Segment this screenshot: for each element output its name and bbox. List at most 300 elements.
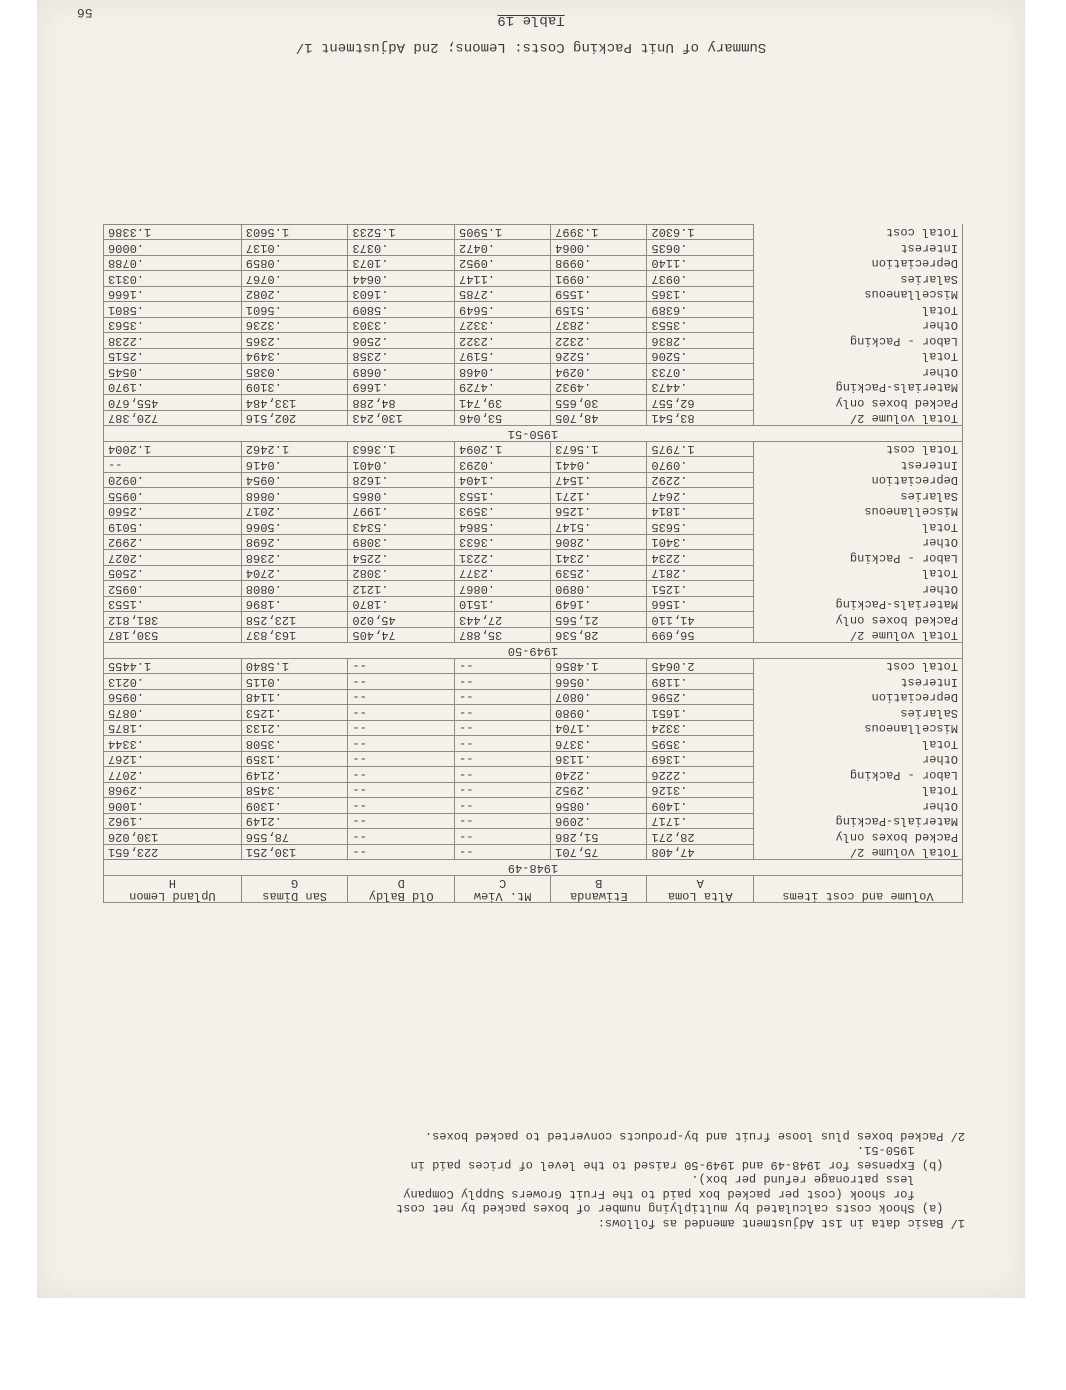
table-cell: .2836 [647, 333, 754, 349]
table-cell: .0373 [348, 240, 455, 256]
table-row [104, 287, 963, 303]
table-cell: .3376 [551, 736, 647, 752]
table-cell: -- [455, 721, 551, 737]
table-cell: .3109 [241, 380, 348, 396]
table-cell: .2077 [104, 767, 242, 783]
table-cell: .1147 [455, 271, 551, 287]
table-cell: .1510 [455, 597, 551, 613]
period-label: 1949-50 [104, 643, 963, 659]
table-row [104, 302, 963, 318]
table-cell: .1251 [647, 581, 754, 597]
table-cell: .3593 [455, 504, 551, 520]
table-cell: 21,565 [551, 612, 647, 628]
table-cell: .3494 [241, 349, 348, 365]
row-label: Other [754, 752, 963, 768]
table-row [104, 628, 963, 644]
table-cell: 39,741 [455, 395, 551, 411]
table-cell: -- [348, 736, 455, 752]
table-cell: 1.3386 [104, 225, 242, 241]
table-cell: .6389 [647, 302, 754, 318]
table-row [104, 612, 963, 628]
row-label: Salaries [754, 271, 963, 287]
table-cell: 51,286 [551, 829, 647, 845]
table-cell: .2322 [551, 333, 647, 349]
table-cell: .2017 [241, 504, 348, 520]
table-row [104, 581, 963, 597]
table-row [104, 256, 963, 272]
table-cell: 1.5905 [455, 225, 551, 241]
footnote-line: (a) Shook costs calculated by multiplying number of boxes packed by net cost [396, 1201, 965, 1216]
row-label: Other [754, 798, 963, 814]
table-cell: .2596 [647, 690, 754, 706]
table-cell: .2226 [647, 767, 754, 783]
table-cell: .1717 [647, 814, 754, 830]
table-row [104, 473, 963, 489]
table-cell: .5019 [104, 519, 242, 535]
table-row [104, 380, 963, 396]
table-cell: 45,020 [348, 612, 455, 628]
table-cell: -- [348, 659, 455, 675]
table-cell: .5343 [348, 519, 455, 535]
table-cell: 1.4856 [551, 659, 647, 675]
table-cell: 1.2462 [241, 442, 348, 458]
table-cell: .3563 [104, 318, 242, 334]
table-cell: .3633 [455, 535, 551, 551]
table-body [104, 225, 963, 876]
table-cell: .1409 [647, 798, 754, 814]
header-etiwanda: Etiwanda B [551, 876, 647, 903]
table-cell: .3303 [348, 318, 455, 334]
row-label: Other [754, 318, 963, 334]
table-row [104, 333, 963, 349]
table-row [104, 364, 963, 380]
footnote-line: less patronage refund per box). [691, 1172, 965, 1187]
table-row [104, 535, 963, 551]
row-label: Total cost [754, 659, 963, 675]
table-cell: .2817 [647, 566, 754, 582]
table-cell: .1365 [647, 287, 754, 303]
table-cell: .1140 [647, 256, 754, 272]
table-cell: .2647 [647, 488, 754, 504]
row-label: Labor - Packing [754, 333, 963, 349]
table-cell: .3595 [647, 736, 754, 752]
table-cell: .1404 [455, 473, 551, 489]
table-cell: .5864 [455, 519, 551, 535]
table-cell: .0644 [348, 271, 455, 287]
table-cell: .1559 [551, 287, 647, 303]
table-cell: .0991 [551, 271, 647, 287]
table-cell: .2505 [104, 566, 242, 582]
table-cell: .1603 [348, 287, 455, 303]
table-cell: -- [455, 783, 551, 799]
table-cell: .1369 [647, 752, 754, 768]
table-cell: .0137 [241, 240, 348, 256]
table-cell: .1006 [104, 798, 242, 814]
period-row [104, 643, 963, 659]
row-label: Interest [754, 674, 963, 690]
table-row [104, 721, 963, 737]
table-cell: .1553 [104, 597, 242, 613]
table-cell: .5147 [551, 519, 647, 535]
table-cell: 130,251 [241, 845, 348, 861]
table-cell: .2149 [241, 814, 348, 830]
header-alta-loma: Alta Loma A [647, 876, 754, 903]
table-cell: .1148 [241, 690, 348, 706]
row-label: Depreciation [754, 473, 963, 489]
table-cell: .3082 [348, 566, 455, 582]
table-cell: -- [455, 814, 551, 830]
row-label: Other [754, 364, 963, 380]
header-san-dimas: San Dimas G [241, 876, 348, 903]
table-cell: .0859 [241, 256, 348, 272]
period-row [104, 860, 963, 876]
table-header-row [104, 876, 963, 903]
row-label: Total [754, 566, 963, 582]
table-cell: .0566 [551, 674, 647, 690]
table-cell: 1.7975 [647, 442, 754, 458]
table-cell: .0955 [104, 488, 242, 504]
row-label: Total [754, 349, 963, 365]
table-cell: .1997 [348, 504, 455, 520]
table-cell: 1.3663 [348, 442, 455, 458]
table-cell: .0808 [241, 581, 348, 597]
table-cell: .1896 [241, 597, 348, 613]
table-cell: .1649 [551, 597, 647, 613]
row-label: Packed boxes only [754, 612, 963, 628]
table-cell: -- [348, 783, 455, 799]
table-row [104, 457, 963, 473]
table-row [104, 442, 963, 458]
table-cell: -- [455, 736, 551, 752]
table-cell: .0956 [104, 690, 242, 706]
table-cell: .2560 [104, 504, 242, 520]
table-cell: .0441 [551, 457, 647, 473]
table-row [104, 814, 963, 830]
row-label: Total volume 2/ [754, 845, 963, 861]
header-volume-cost-items: Volume and cost items [754, 876, 963, 903]
row-label: Total [754, 302, 963, 318]
table-cell: .0472 [455, 240, 551, 256]
table-cell: .2234 [647, 550, 754, 566]
table-cell: .1271 [551, 488, 647, 504]
table-cell: .2027 [104, 550, 242, 566]
table-cell: .2240 [551, 767, 647, 783]
table-cell: .1870 [348, 597, 455, 613]
table-cell: 30,655 [551, 395, 647, 411]
table-cell: .3126 [647, 783, 754, 799]
table-row [104, 736, 963, 752]
table-row [104, 504, 963, 520]
table-cell: -- [348, 829, 455, 845]
table-row [104, 550, 963, 566]
table-row [104, 597, 963, 613]
table-cell: .0980 [551, 705, 647, 721]
row-label: Miscellaneous [754, 721, 963, 737]
table-cell: 455,670 [104, 395, 242, 411]
table-cell: 84,288 [348, 395, 455, 411]
header-old-baldy: Old Baldy D [348, 876, 455, 903]
table-cell: .1309 [241, 798, 348, 814]
row-label: Materials-Packing [754, 814, 963, 830]
table-cell: 381,812 [104, 612, 242, 628]
table-cell: .1875 [104, 721, 242, 737]
row-label: Total volume 2/ [754, 411, 963, 427]
table-row [104, 488, 963, 504]
row-label: Materials-Packing [754, 597, 963, 613]
table-cell: .0401 [348, 457, 455, 473]
table-cell: 133,484 [241, 395, 348, 411]
table-cell: .2254 [348, 550, 455, 566]
table-cell: .3458 [241, 783, 348, 799]
table-cell: .5809 [348, 302, 455, 318]
table-cell: 1.4455 [104, 659, 242, 675]
table-cell: 28,271 [647, 829, 754, 845]
table-cell: .0867 [455, 581, 551, 597]
table-cell: 27,443 [455, 612, 551, 628]
table-cell: .2785 [455, 287, 551, 303]
table-cell: .2341 [551, 550, 647, 566]
footnote-line: for shook (cost per packed box paid to the Fruit Growers Supply Company [403, 1187, 965, 1201]
table-cell: .5206 [647, 349, 754, 365]
table-cell: 74,405 [348, 628, 455, 644]
table-cell: .1628 [348, 473, 455, 489]
table-cell: .0115 [241, 674, 348, 690]
table-row [104, 752, 963, 768]
table-row [104, 798, 963, 814]
period-row [104, 426, 963, 442]
table-cell: 56,699 [647, 628, 754, 644]
table-title: Summary of Unit Packing Costs: Lemons; 2nd Adjustment 1/ [295, 39, 767, 55]
table-row [104, 705, 963, 721]
row-label: Packed boxes only [754, 829, 963, 845]
table-cell: 1.5603 [241, 225, 348, 241]
table-row [104, 690, 963, 706]
table-cell: 1.5233 [348, 225, 455, 241]
table-cell: .0733 [647, 364, 754, 380]
table-cell: .2365 [241, 333, 348, 349]
table-row [104, 240, 963, 256]
row-label: Total [754, 519, 963, 535]
table-cell: .1253 [241, 705, 348, 721]
row-label: Interest [754, 240, 963, 256]
table-cell: -- [455, 798, 551, 814]
table-cell: .0865 [348, 488, 455, 504]
table-cell: 83,541 [647, 411, 754, 427]
table-cell: .2968 [104, 783, 242, 799]
table-cell: .5635 [647, 519, 754, 535]
table-cell: .0952 [455, 256, 551, 272]
table-cell: .1136 [551, 752, 647, 768]
table-cell: .3401 [647, 535, 754, 551]
table-cell: -- [348, 767, 455, 783]
table-cell: 530,187 [104, 628, 242, 644]
table-cell: .1970 [104, 380, 242, 396]
table-cell: .2952 [551, 783, 647, 799]
period-label: 1950-51 [104, 426, 963, 442]
table-cell: .1189 [647, 674, 754, 690]
table-cell: .3324 [647, 721, 754, 737]
table-cell: .3508 [241, 736, 348, 752]
table-cell: .2704 [241, 566, 348, 582]
table-cell: 123,258 [241, 612, 348, 628]
table-row [104, 225, 963, 241]
table-cell: 2.0645 [647, 659, 754, 675]
table-cell: .5159 [551, 302, 647, 318]
table-cell: 53,046 [455, 411, 551, 427]
table-cell: .0064 [551, 240, 647, 256]
table-cell: .3327 [455, 318, 551, 334]
row-label: Miscellaneous [754, 287, 963, 303]
table-cell: .2539 [551, 566, 647, 582]
table-cell: -- [455, 659, 551, 675]
row-label: Total volume 2/ [754, 628, 963, 644]
table-cell: .2368 [241, 550, 348, 566]
table-cell: .2806 [551, 535, 647, 551]
row-label: Other [754, 581, 963, 597]
table-row [104, 783, 963, 799]
table-cell: .1566 [647, 597, 754, 613]
table-cell: .2506 [348, 333, 455, 349]
table-cell: -- [455, 674, 551, 690]
table-cell: .1359 [241, 752, 348, 768]
row-label: Packed boxes only [754, 395, 963, 411]
table-cell: 1.5840 [241, 659, 348, 675]
cost-table [103, 224, 963, 903]
table-cell: .1666 [104, 287, 242, 303]
table-cell: .5226 [551, 349, 647, 365]
table-cell: .2292 [647, 473, 754, 489]
table-cell: .1267 [104, 752, 242, 768]
table-cell: .0937 [647, 271, 754, 287]
table-row [104, 845, 963, 861]
table-row [104, 566, 963, 582]
mirrored-page-content [37, 0, 1025, 1298]
table-cell: .3089 [348, 535, 455, 551]
table-cell: .0890 [551, 581, 647, 597]
row-label: Labor - Packing [754, 550, 963, 566]
table-cell: .1651 [647, 705, 754, 721]
table-cell: .2515 [104, 349, 242, 365]
table-cell: .0313 [104, 271, 242, 287]
table-cell: .5197 [455, 349, 551, 365]
table-cell: .4473 [647, 380, 754, 396]
table-cell: .2992 [104, 535, 242, 551]
table-cell: .0868 [241, 488, 348, 504]
table-cell: .0006 [104, 240, 242, 256]
table-row [104, 829, 963, 845]
period-label: 1948-49 [104, 860, 963, 876]
table-cell: .1553 [455, 488, 551, 504]
row-label: Other [754, 535, 963, 551]
table-cell: .0545 [104, 364, 242, 380]
table-cell: .3236 [241, 318, 348, 334]
table-cell: 35,887 [455, 628, 551, 644]
table-cell: .0689 [348, 364, 455, 380]
table-cell: .3344 [104, 736, 242, 752]
row-label: Depreciation [754, 256, 963, 272]
table-cell: .0856 [551, 798, 647, 814]
table-cell: 223,651 [104, 845, 242, 861]
table-cell: .5601 [241, 302, 348, 318]
table-cell: 62,557 [647, 395, 754, 411]
page-number: 56 [77, 5, 93, 20]
table-cell: -- [348, 845, 455, 861]
table-cell: .5649 [455, 302, 551, 318]
row-label: Salaries [754, 705, 963, 721]
table-cell: .2322 [455, 333, 551, 349]
table-cell: .2096 [551, 814, 647, 830]
table-row [104, 659, 963, 675]
table-cell: .4932 [551, 380, 647, 396]
table-cell: -- [348, 814, 455, 830]
table-cell: 75,701 [551, 845, 647, 861]
table-cell: .1814 [647, 504, 754, 520]
table-cell: -- [455, 690, 551, 706]
table-cell: .1073 [348, 256, 455, 272]
table-cell: -- [455, 845, 551, 861]
header-mt-view: Mt. View C [455, 876, 551, 903]
row-label: Total cost [754, 442, 963, 458]
table-cell: .0293 [455, 457, 551, 473]
table-cell: .0416 [241, 457, 348, 473]
table-cell: .4729 [455, 380, 551, 396]
table-cell: .2698 [241, 535, 348, 551]
table-cell: -- [348, 752, 455, 768]
table-cell: .0213 [104, 674, 242, 690]
header-upland-lemon: Upland Lemon H [104, 876, 242, 903]
footnote-line: (b) Expenses for 1948-49 and 1949-50 raised to the level of prices paid in [410, 1158, 965, 1172]
table-cell: -- [348, 798, 455, 814]
table-row [104, 519, 963, 535]
table-cell: .5066 [241, 519, 348, 535]
table-cell: -- [348, 705, 455, 721]
scanned-page [37, 0, 1025, 1298]
table-cell: -- [455, 767, 551, 783]
table-cell: 1.3997 [551, 225, 647, 241]
table-number: Table 19 [497, 12, 565, 28]
table-cell: .1256 [551, 504, 647, 520]
table-cell: -- [104, 457, 242, 473]
table-cell: .1547 [551, 473, 647, 489]
row-label: Interest [754, 457, 963, 473]
footnotes [85, 1129, 965, 1231]
table-cell: .3553 [647, 318, 754, 334]
table-cell: .0294 [551, 364, 647, 380]
footnote-line: 1/ Basic data in 1st Adjustment amended as follows: [597, 1216, 965, 1230]
table-cell: .0998 [551, 256, 647, 272]
row-label: Total [754, 783, 963, 799]
table-cell: .2231 [455, 550, 551, 566]
table-cell: 130,243 [348, 411, 455, 427]
table-cell: 41,110 [647, 612, 754, 628]
row-label: Salaries [754, 488, 963, 504]
table-cell: .0875 [104, 705, 242, 721]
table-cell: .5801 [104, 302, 242, 318]
table-cell: .0385 [241, 364, 348, 380]
table-cell: .0920 [104, 473, 242, 489]
table-cell: .1704 [551, 721, 647, 737]
table-cell: .0788 [104, 256, 242, 272]
table-cell: 1.2004 [104, 442, 242, 458]
table-cell: .2149 [241, 767, 348, 783]
table-row [104, 411, 963, 427]
table-cell: 1.2094 [455, 442, 551, 458]
table-cell: .0954 [241, 473, 348, 489]
table-row [104, 318, 963, 334]
table-row [104, 767, 963, 783]
table-cell: .0807 [551, 690, 647, 706]
table-cell: .0468 [455, 364, 551, 380]
